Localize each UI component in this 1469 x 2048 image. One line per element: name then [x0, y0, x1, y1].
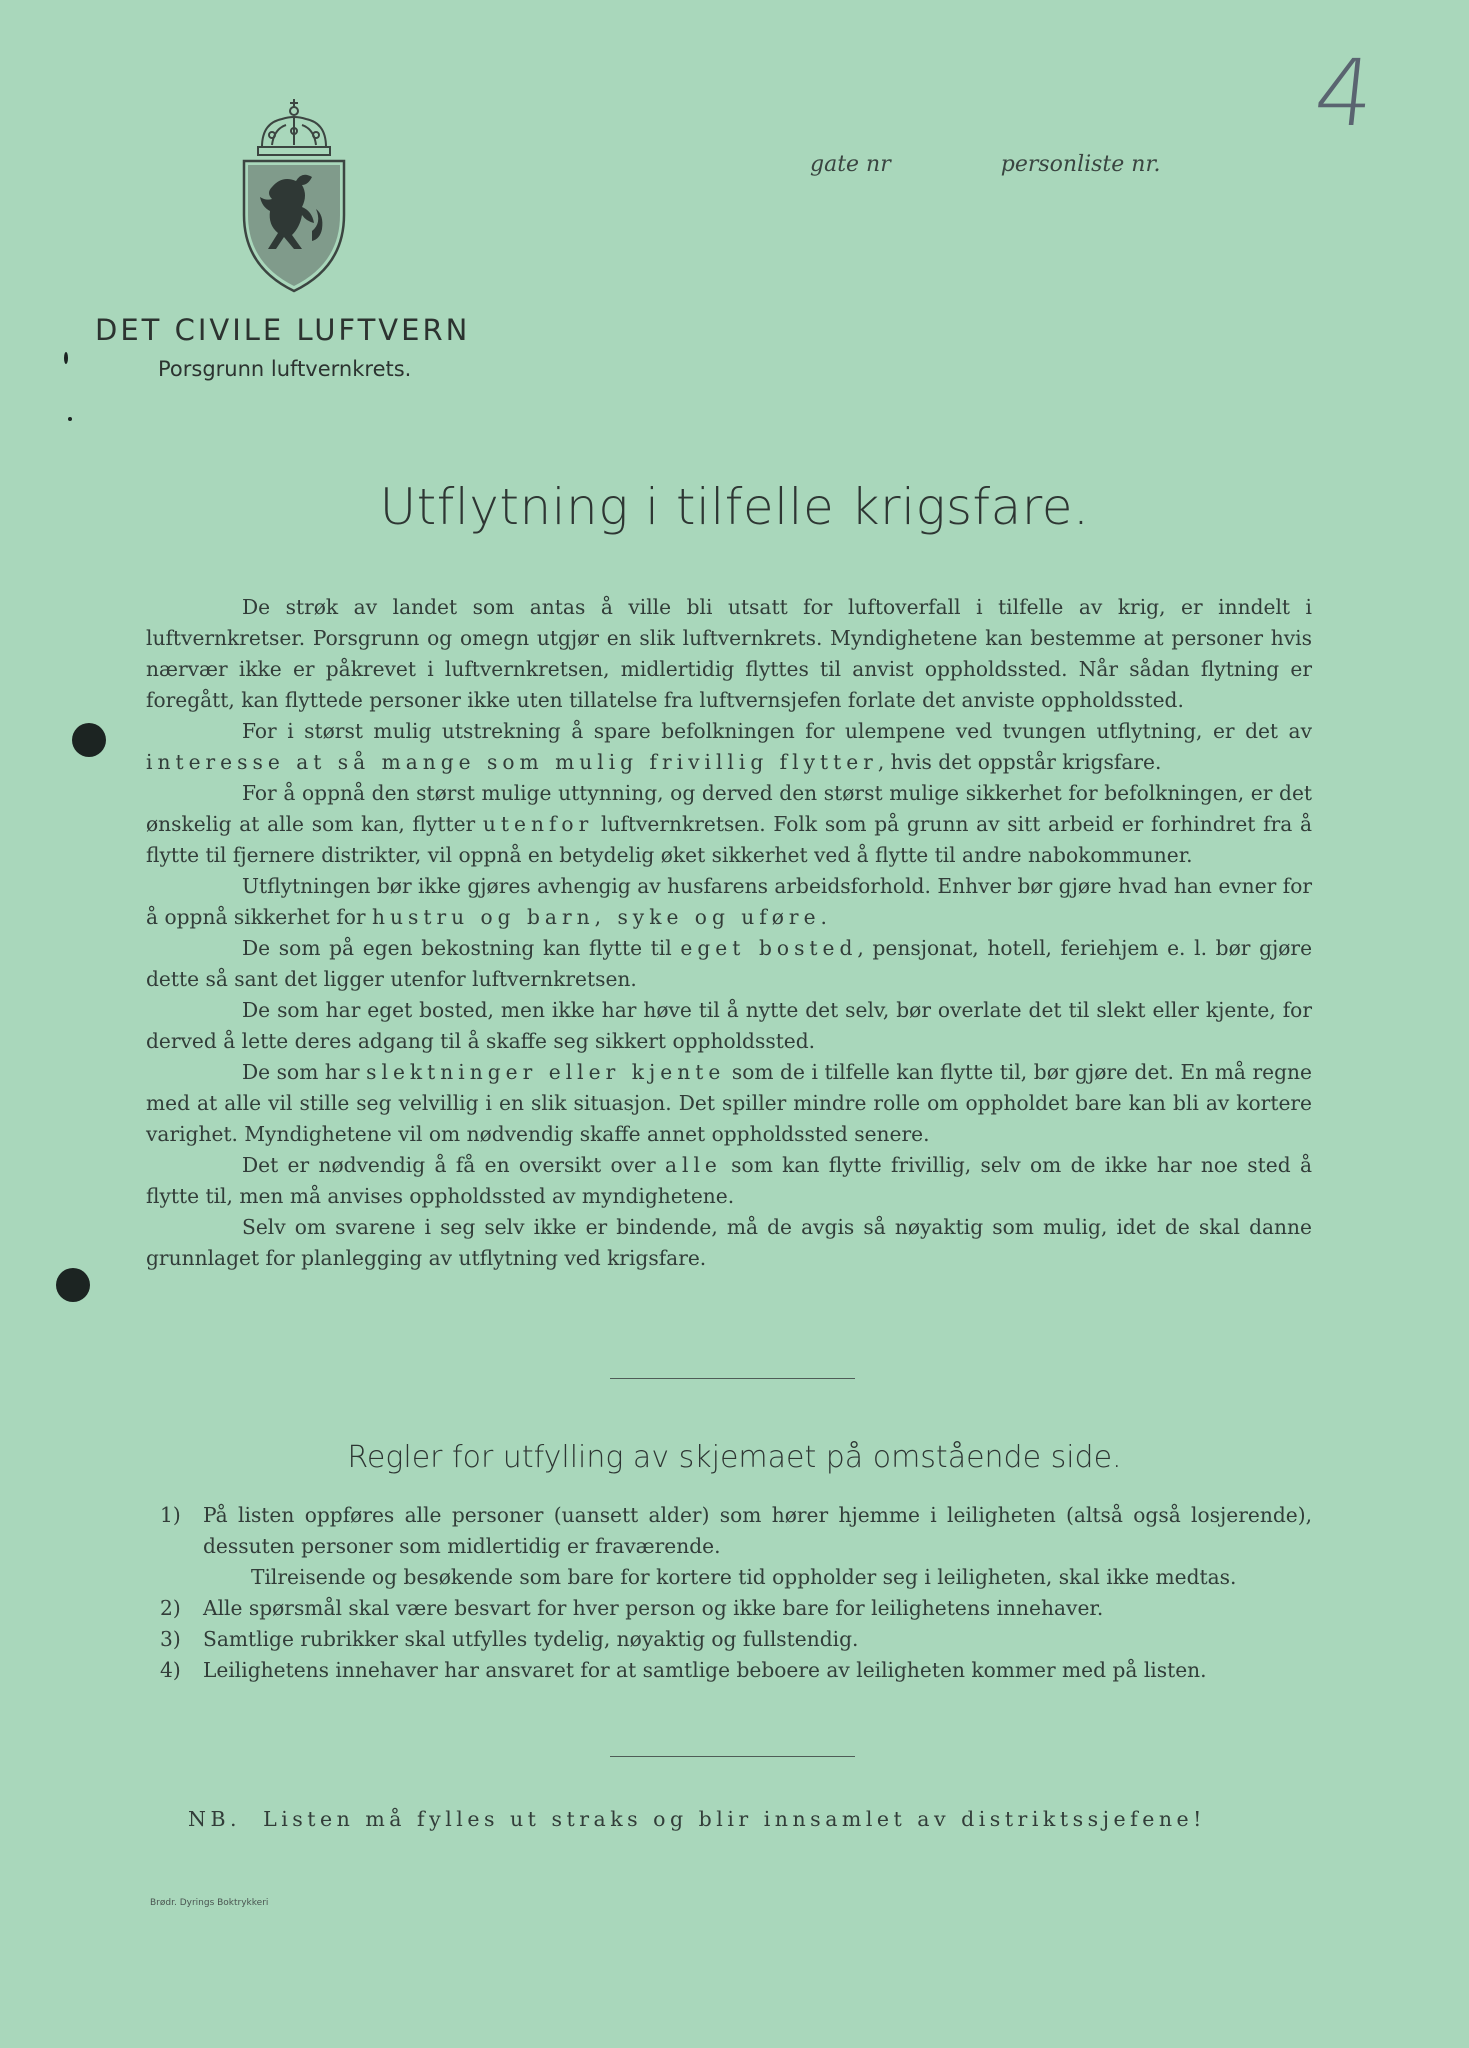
nb-notice: NB. Listen må fylles ut straks og blir innsamlet av distriktssjefene! — [188, 1807, 1206, 1831]
document-title: Utflytning i tilfelle krigsfare. — [379, 478, 1090, 536]
coat-of-arms-icon — [232, 95, 362, 295]
rules-heading: Regler for utfylling av skjemaet på omstående side. — [347, 1440, 1122, 1475]
handwritten-page-number: 4 — [1309, 40, 1380, 147]
paragraph-3: For å oppnå den størst mulige uttynning, og derved den størst mulige sikkerhet for befolkningen, er det ønskelig at alle som kan, flytter utenfor luftvernkretsen. Folk som på grunn av sitt arbeid er forhindret fra å flytte til fjernere distrikter, vil oppnå en betydelig øket sikkerhet ved å flytte til andre nabokommuner. — [146, 781, 1312, 867]
divider — [610, 1756, 855, 1757]
rule-item: 1) På listen oppføres alle personer (uansett alder) som hører hjemme i leiligheten (altså også losjerende), dessuten personer som midlertidig er fraværende. Tilreisende og besøkende som bare for kortere tid oppholder seg i leiligheten, skal ikke medtas. — [160, 1503, 1312, 1589]
rules-list — [160, 1500, 1312, 1686]
organization-district: Porsgrunn luftvernkrets. — [158, 357, 412, 381]
paragraph-1: De strøk av landet som antas å ville bli utsatt for luftoverfall i tilfelle av krig, er inndelt i luftvernkretser. Porsgrunn og omegn utgjør en slik luftvernkrets. Myndighetene kan bestemme at personer hvis nærvær ikke er påkrevet i luftvernkretsen, midlertidig flyttes til anvist oppholdssted. Når sådan flytning er foregått, kan flyttede personer ikke uten tillatelse fra luftvernsjefen forlate det anviste oppholdssted. — [146, 595, 1312, 712]
paragraph-9: Selv om svarene i seg selv ikke er bindende, må de avgis så nøyaktig som mulig, idet de skal danne grunnlaget for planlegging av utflytning ved krigsfare. — [146, 1215, 1312, 1270]
rule-item: 3) Samtlige rubrikker skal utfylles tydelig, nøyaktig og fullstendig. — [160, 1627, 859, 1651]
personliste-number-label: personliste nr. — [1000, 152, 1161, 177]
organization-name: DET CIVILE LUFTVERN — [95, 313, 471, 347]
paragraph-2: For i størst mulig utstrekning å spare befolkningen for ulempene ved tvungen utflytning, er det av interesse at så mange som mulig frivillig flytter, hvis det oppstår krigsfare. — [146, 719, 1312, 774]
body-text — [146, 592, 1312, 1274]
punch-hole — [56, 1268, 90, 1302]
rule-item: 2) Alle spørsmål skal være besvart for hver person og ikke bare for leilighetens innehaver. — [160, 1596, 1104, 1620]
rule-item: 4) Leilighetens innehaver har ansvaret for at samtlige beboere av leiligheten kommer med på listen. — [160, 1658, 1207, 1682]
divider — [610, 1378, 855, 1379]
gate-number-label: gate nr — [810, 152, 891, 177]
paragraph-7: De som har slektninger eller kjente som de i tilfelle kan flytte til, bør gjøre det. En må regne med at alle vil stille seg velvillig i en slik situasjon. Det spiller mindre rolle om oppholdet bare kan bli av kortere varighet. Myndighetene vil om nødvendig skaffe annet oppholdssted senere. — [146, 1060, 1312, 1146]
printer-imprint: Brødr. Dyrings Boktrykkeri — [150, 1898, 269, 1908]
paragraph-4: Utflytningen bør ikke gjøres avhengig av husfarens arbeidsforhold. Enhver bør gjøre hvad han evner for å oppnå sikkerhet for hustru og barn, syke og uføre. — [146, 874, 1312, 929]
margin-mark — [68, 417, 72, 421]
margin-mark — [64, 352, 68, 364]
paragraph-8: Det er nødvendig å få en oversikt over alle som kan flytte frivillig, selv om de ikke har noe sted å flytte til, men må anvises oppholdssted av myndighetene. — [146, 1153, 1312, 1208]
punch-hole — [72, 723, 106, 757]
paragraph-6: De som har eget bosted, men ikke har høve til å nytte det selv, bør overlate det til slekt eller kjente, for derved å lette deres adgang til å skaffe seg sikkert oppholdssted. — [146, 998, 1312, 1053]
paragraph-5: De som på egen bekostning kan flytte til eget bosted, pensjonat, hotell, feriehjem e. l. bør gjøre dette så sant det ligger utenfor luftvernkretsen. — [146, 936, 1313, 991]
reference-fields — [810, 152, 1161, 177]
